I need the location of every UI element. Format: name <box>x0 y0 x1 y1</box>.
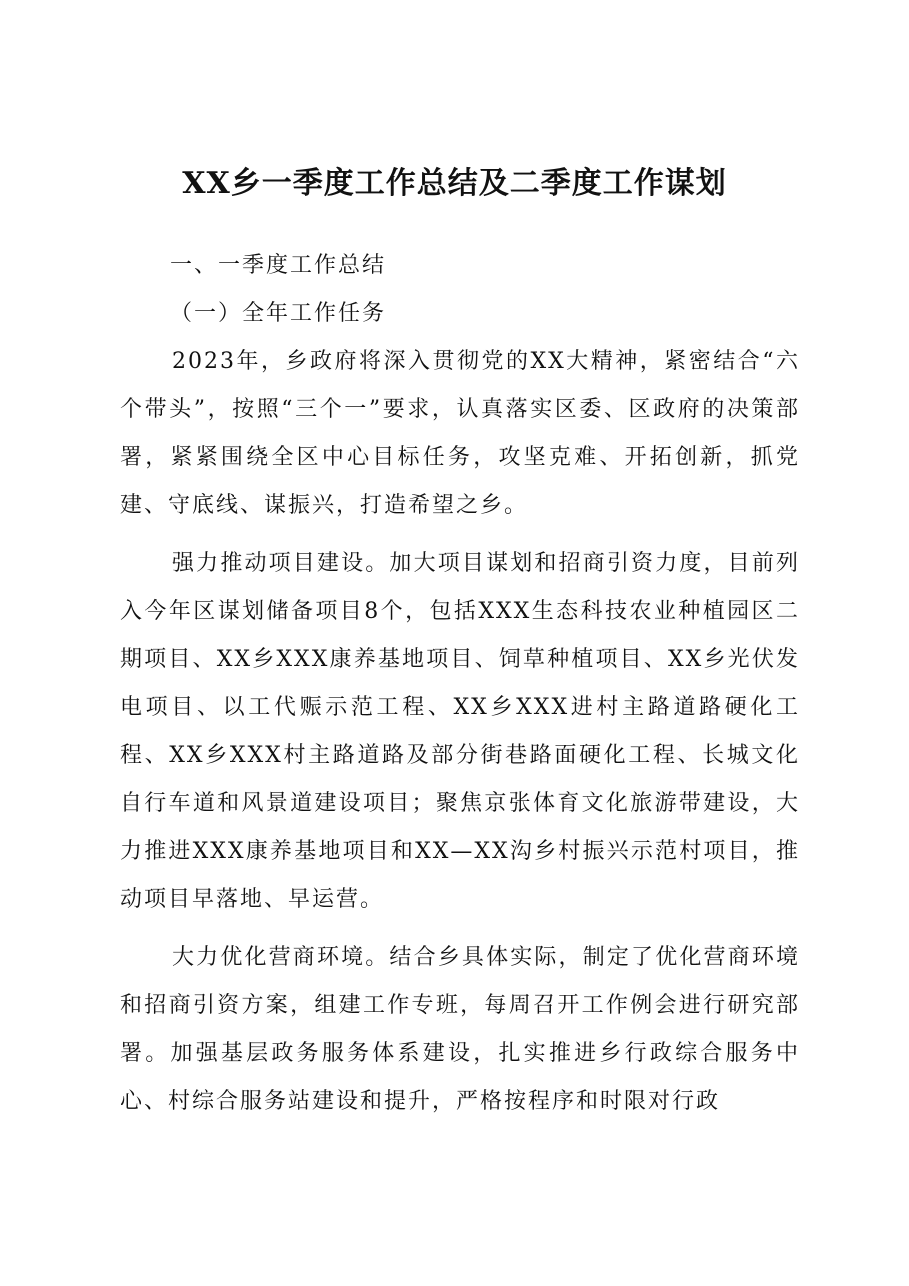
paragraph-business-environment: 大力优化营商环境。结合乡具体实际，制定了优化营商环境和招商引资方案，组建工作专班，每周召开工作例会进行研究部署。加强基层政务服务体系建设，扎实推进乡行政综合服务中心、村综合服务站建设和提升，严格按程序和时限对行政 <box>120 945 800 1114</box>
document-title: XX乡一季度工作总结及二季度工作谋划 <box>182 166 727 201</box>
paragraph-project-construction: 强力推动项目建设。加大项目谋划和招商引资力度，目前列入今年区谋划储备项目8个，包括XXX生态科技农业种植园区二期项目、XX乡XXX康养基地项目、饲草种植项目、XX乡光伏发电项目、以工代赈示范工程、XX乡XXX进村主路道路硬化工程、XX乡XXX村主路道路及部分街巷路面硬化工程、长城文化自行车道和风景道建设项目；聚焦京张体育文化旅游带建设，大力推进XXX康养基地项目和XX—XX沟乡村振兴示范村项目，推动项目早落地、早运营。 <box>120 551 800 912</box>
section-heading: 一、一季度工作总结 <box>170 253 387 278</box>
paragraph-annual-tasks: 2023年，乡政府将深入贯彻党的XX大精神，紧密结合“六个带头”，按照“三个一”要求，认真落实区委、区政府的决策部署，紧紧围绕全区中心目标任务，攻坚克难、开拓创新，抓党建、守底线、谋振兴，打造希望之乡。 <box>120 349 800 518</box>
document-body <box>120 242 800 1126</box>
subsection-heading: （一）全年工作任务 <box>170 301 387 326</box>
